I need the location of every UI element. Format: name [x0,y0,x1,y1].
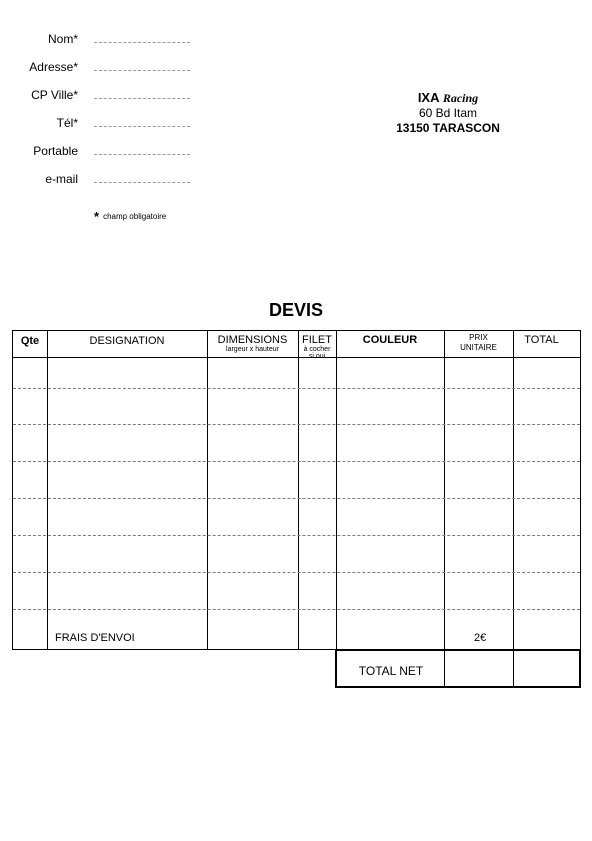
field-portable [0,144,200,160]
tel-input[interactable] [94,126,190,127]
company-name: IXA [417,90,440,105]
column-divider [513,651,514,686]
company-address [358,90,538,136]
header-designation: DESIGNATION [89,335,165,347]
quote-table [12,330,581,650]
field-nom [0,32,200,48]
header-prix-unitaire [444,331,513,359]
field-label: e-mail [45,172,78,186]
row-divider [13,535,580,536]
company-brand: Racing [442,91,479,105]
header-filet-sub-2: si oui [308,353,326,360]
header-couleur: COULEUR [362,334,418,346]
header-dimensions-sub: largeur x hauteur [226,346,279,353]
email-input[interactable] [94,182,190,183]
column-divider [336,331,337,649]
row-divider [13,498,580,499]
shipping-price: 2€ [474,632,487,644]
field-label: CP Ville* [31,88,78,102]
required-note [94,209,166,224]
shipping-label: FRAIS D'ENVOI [55,632,135,644]
company-street: 60 Bd Itam [418,106,478,120]
portable-input[interactable] [94,154,190,155]
header-qte: Qte [20,335,40,347]
cp-ville-input[interactable] [94,98,190,99]
column-divider [444,331,445,649]
header-total: TOTAL [524,334,559,346]
row-divider [13,609,580,610]
total-net-box [335,650,581,688]
field-cp-ville [0,88,200,104]
company-city: 13150 TARASCON [396,121,500,135]
header-dimensions [207,331,298,360]
field-label: Adresse* [29,60,78,74]
field-email [0,172,200,188]
column-divider [513,331,514,649]
field-label: Portable [33,144,78,158]
column-divider [207,331,208,649]
field-label: Nom* [47,32,78,46]
required-note-text: champ obligatoire [103,212,167,221]
header-unitaire-label: UNITAIRE [460,343,497,352]
row-divider [13,572,580,573]
adresse-input[interactable] [94,70,190,71]
header-filet-label: FILET [302,334,332,346]
column-divider [298,331,299,649]
field-label: Tél* [56,116,78,130]
row-divider [13,424,580,425]
header-filet [298,331,336,360]
header-filet-sub-1: à cocher [303,346,331,353]
field-tel [0,116,200,132]
nom-input[interactable] [94,42,190,43]
row-divider [13,388,580,389]
header-dimensions-label: DIMENSIONS [217,334,288,346]
page-title: DEVIS [268,300,324,320]
total-net-label: TOTAL NET [358,664,424,678]
required-star: * [94,209,100,224]
row-divider [13,461,580,462]
header-prix-label: PRIX [469,333,488,342]
field-adresse [0,60,200,76]
column-divider [47,331,48,649]
